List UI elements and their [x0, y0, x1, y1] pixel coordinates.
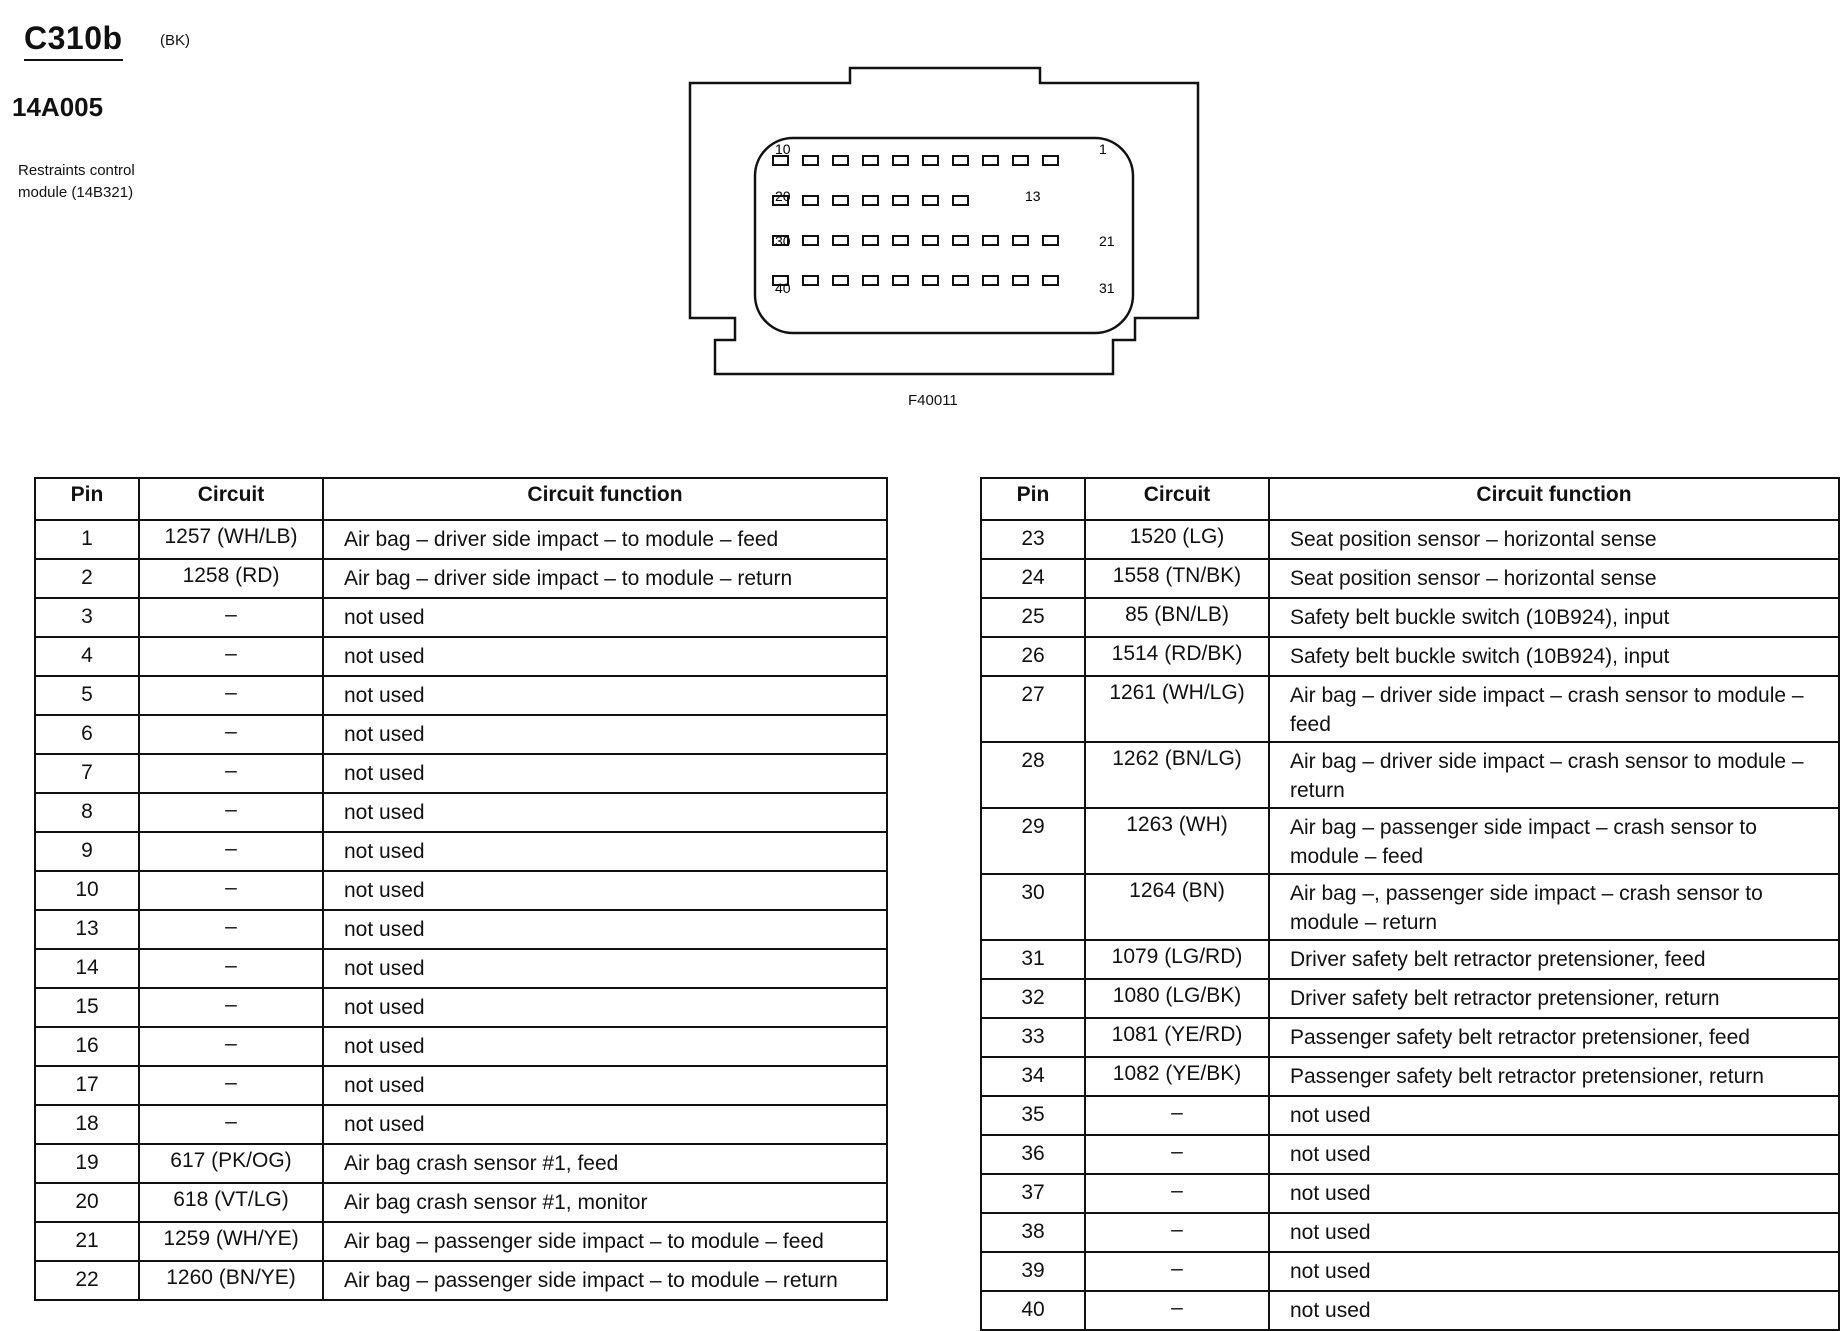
pin-cavity — [1043, 276, 1058, 285]
pin-cavity — [1043, 236, 1058, 245]
pin-cavity — [923, 276, 938, 285]
pin-cavity — [953, 156, 968, 165]
pin-cell: 3 — [35, 598, 139, 637]
function-cell: not used — [1269, 1291, 1839, 1330]
table-row — [981, 637, 1839, 676]
circuit-cell: 85 (BN/LB) — [1085, 598, 1269, 637]
table-row — [981, 1213, 1839, 1252]
table-row — [981, 1291, 1839, 1330]
pin-cell: 4 — [35, 637, 139, 676]
pin-cavity — [1043, 156, 1058, 165]
function-cell: not used — [323, 1105, 887, 1144]
table-row — [35, 676, 887, 715]
table-row — [35, 1144, 887, 1183]
pin-cell: 2 — [35, 559, 139, 598]
pin-cell: 25 — [981, 598, 1085, 637]
function-cell: not used — [323, 910, 887, 949]
circuit-cell: 1264 (BN) — [1085, 874, 1269, 940]
table-row — [35, 1183, 887, 1222]
circuit-cell: 1258 (RD) — [139, 559, 323, 598]
table-row — [35, 715, 887, 754]
pin-cavity — [983, 156, 998, 165]
circuit-cell: 617 (PK/OG) — [139, 1144, 323, 1183]
function-cell: not used — [1269, 1135, 1839, 1174]
pin-cavity — [833, 196, 848, 205]
pin-cell: 21 — [35, 1222, 139, 1261]
table-row — [981, 559, 1839, 598]
function-cell: not used — [323, 676, 887, 715]
pin-cell: 5 — [35, 676, 139, 715]
circuit-cell: 1520 (LG) — [1085, 520, 1269, 559]
pin-cavity — [923, 196, 938, 205]
pin-cavity — [833, 276, 848, 285]
circuit-cell: – — [139, 910, 323, 949]
table-row — [35, 1066, 887, 1105]
function-cell: Driver safety belt retractor pretensioner, feed — [1269, 940, 1839, 979]
header-circuit: Circuit — [139, 478, 323, 520]
circuit-cell: – — [139, 598, 323, 637]
pin-cavity — [893, 196, 908, 205]
table-row — [981, 808, 1839, 874]
function-cell: Air bag –, passenger side impact – crash sensor to module – return — [1269, 874, 1839, 940]
pin-cavity — [923, 156, 938, 165]
pin-cavity — [1013, 156, 1028, 165]
table-row — [35, 832, 887, 871]
circuit-cell: 618 (VT/LG) — [139, 1183, 323, 1222]
circuit-cell: – — [139, 1027, 323, 1066]
pin-cavity — [863, 236, 878, 245]
table-row — [35, 910, 887, 949]
pin-cavity — [803, 276, 818, 285]
function-cell: Safety belt buckle switch (10B924), input — [1269, 598, 1839, 637]
pin-cavity — [1013, 276, 1028, 285]
circuit-cell: 1261 (WH/LG) — [1085, 676, 1269, 742]
pin-label-13: 13 — [1025, 188, 1041, 204]
pin-table-left — [34, 477, 888, 1301]
function-cell: Air bag – passenger side impact – crash sensor to module – feed — [1269, 808, 1839, 874]
table-row — [35, 598, 887, 637]
function-cell: Seat position sensor – horizontal sense — [1269, 520, 1839, 559]
pin-cavity — [863, 196, 878, 205]
circuit-cell: – — [139, 871, 323, 910]
module-description: Restraints control module (14B321) — [18, 162, 135, 201]
circuit-cell: 1082 (YE/BK) — [1085, 1057, 1269, 1096]
connector-id: C310b — [24, 20, 123, 61]
function-cell: not used — [1269, 1096, 1839, 1135]
table-row — [981, 1252, 1839, 1291]
circuit-cell: – — [139, 793, 323, 832]
header-circuit: Circuit — [1085, 478, 1269, 520]
function-cell: Air bag crash sensor #1, monitor — [323, 1183, 887, 1222]
pin-cell: 13 — [35, 910, 139, 949]
pin-cell: 33 — [981, 1018, 1085, 1057]
table-row — [35, 1261, 887, 1300]
pin-cavity — [1013, 236, 1028, 245]
function-cell: not used — [323, 949, 887, 988]
pin-cavity — [893, 276, 908, 285]
circuit-cell: 1081 (YE/RD) — [1085, 1018, 1269, 1057]
header-function: Circuit function — [1269, 478, 1839, 520]
function-cell: not used — [323, 598, 887, 637]
pin-cell: 23 — [981, 520, 1085, 559]
function-cell: Seat position sensor – horizontal sense — [1269, 559, 1839, 598]
pin-cell: 10 — [35, 871, 139, 910]
table-row — [35, 754, 887, 793]
circuit-cell: 1262 (BN/LG) — [1085, 742, 1269, 808]
pin-cell: 7 — [35, 754, 139, 793]
function-cell: not used — [323, 871, 887, 910]
circuit-cell: 1558 (TN/BK) — [1085, 559, 1269, 598]
pin-label-30: 30 — [775, 233, 791, 249]
pin-label-20: 20 — [775, 188, 791, 204]
circuit-cell: – — [139, 715, 323, 754]
pin-cavity — [803, 196, 818, 205]
table-row — [981, 598, 1839, 637]
function-cell: Passenger safety belt retractor pretensioner, return — [1269, 1057, 1839, 1096]
pin-table-right — [980, 477, 1840, 1331]
circuit-cell: – — [1085, 1135, 1269, 1174]
function-cell: not used — [323, 793, 887, 832]
circuit-cell: – — [139, 832, 323, 871]
circuit-cell: – — [139, 637, 323, 676]
pin-cell: 38 — [981, 1213, 1085, 1252]
circuit-cell: 1263 (WH) — [1085, 808, 1269, 874]
table-row — [981, 874, 1839, 940]
pin-cavity — [953, 236, 968, 245]
table-row — [35, 793, 887, 832]
pin-cell: 16 — [35, 1027, 139, 1066]
pin-cell: 20 — [35, 1183, 139, 1222]
pin-cavity — [983, 236, 998, 245]
circuit-cell: 1080 (LG/BK) — [1085, 979, 1269, 1018]
function-cell: Air bag – driver side impact – crash sensor to module – feed — [1269, 676, 1839, 742]
table-row — [35, 520, 887, 559]
function-cell: not used — [323, 1027, 887, 1066]
pin-cell: 19 — [35, 1144, 139, 1183]
connector-color: (BK) — [160, 32, 190, 49]
pin-cell: 8 — [35, 793, 139, 832]
pin-cavity — [983, 276, 998, 285]
pin-cell: 9 — [35, 832, 139, 871]
pin-cell: 34 — [981, 1057, 1085, 1096]
pin-cell: 1 — [35, 520, 139, 559]
pin-cell: 30 — [981, 874, 1085, 940]
pin-cavity — [923, 236, 938, 245]
pin-cell: 17 — [35, 1066, 139, 1105]
pin-label-1: 1 — [1099, 141, 1107, 157]
table-row — [981, 1018, 1839, 1057]
pin-label-21: 21 — [1099, 233, 1115, 249]
circuit-cell: 1079 (LG/RD) — [1085, 940, 1269, 979]
circuit-cell: 1260 (BN/YE) — [139, 1261, 323, 1300]
pin-cell: 37 — [981, 1174, 1085, 1213]
table-row — [981, 676, 1839, 742]
connector-housing — [690, 68, 1198, 374]
connector-diagram — [680, 60, 1200, 390]
header-pin: Pin — [35, 478, 139, 520]
pin-cell: 35 — [981, 1096, 1085, 1135]
function-cell: Driver safety belt retractor pretensioner, return — [1269, 979, 1839, 1018]
table-header — [981, 478, 1839, 520]
table-row — [35, 559, 887, 598]
table-row — [35, 637, 887, 676]
function-cell: Air bag – driver side impact – to module – return — [323, 559, 887, 598]
pin-cavity — [833, 156, 848, 165]
function-cell: not used — [1269, 1174, 1839, 1213]
table-row — [981, 940, 1839, 979]
function-cell: not used — [323, 754, 887, 793]
pin-cell: 15 — [35, 988, 139, 1027]
circuit-cell: 1257 (WH/LB) — [139, 520, 323, 559]
function-cell: Air bag – passenger side impact – to module – feed — [323, 1222, 887, 1261]
circuit-cell: – — [139, 1105, 323, 1144]
function-cell: not used — [323, 715, 887, 754]
function-cell: not used — [323, 1066, 887, 1105]
table-row — [981, 520, 1839, 559]
table-row — [981, 1174, 1839, 1213]
table-row — [35, 1027, 887, 1066]
function-cell: Safety belt buckle switch (10B924), input — [1269, 637, 1839, 676]
table-row — [35, 988, 887, 1027]
pin-cell: 28 — [981, 742, 1085, 808]
table-row — [35, 871, 887, 910]
pin-cell: 36 — [981, 1135, 1085, 1174]
function-cell: Air bag – driver side impact – crash sensor to module – return — [1269, 742, 1839, 808]
table-header — [35, 478, 887, 520]
function-cell: Air bag crash sensor #1, feed — [323, 1144, 887, 1183]
function-cell: Air bag – driver side impact – to module – feed — [323, 520, 887, 559]
pin-cell: 18 — [35, 1105, 139, 1144]
pin-cell: 26 — [981, 637, 1085, 676]
function-cell: Passenger safety belt retractor pretensioner, feed — [1269, 1018, 1839, 1057]
function-cell: not used — [323, 832, 887, 871]
table-row — [35, 1105, 887, 1144]
table-row — [35, 949, 887, 988]
pin-cavity — [773, 156, 788, 165]
pin-cavity — [833, 236, 848, 245]
circuit-cell: – — [139, 988, 323, 1027]
part-number: 14A005 — [12, 92, 104, 122]
pin-cell: 27 — [981, 676, 1085, 742]
pin-cavity — [863, 156, 878, 165]
circuit-cell: – — [1085, 1291, 1269, 1330]
figure-id: F40011 — [908, 392, 958, 409]
table-row — [981, 1096, 1839, 1135]
pin-cavity — [803, 156, 818, 165]
pin-cavity — [893, 156, 908, 165]
table-row — [981, 1057, 1839, 1096]
function-cell: not used — [323, 988, 887, 1027]
circuit-cell: – — [139, 754, 323, 793]
circuit-cell: – — [1085, 1213, 1269, 1252]
table-row — [981, 1135, 1839, 1174]
circuit-cell: – — [1085, 1252, 1269, 1291]
pin-cavity — [893, 236, 908, 245]
pin-cell: 22 — [35, 1261, 139, 1300]
circuit-cell: – — [139, 949, 323, 988]
table-row — [981, 742, 1839, 808]
pin-label-31: 31 — [1099, 280, 1115, 296]
function-cell: Air bag – passenger side impact – to module – return — [323, 1261, 887, 1300]
header-pin: Pin — [981, 478, 1085, 520]
circuit-cell: – — [1085, 1096, 1269, 1135]
pin-cell: 14 — [35, 949, 139, 988]
pin-cell: 32 — [981, 979, 1085, 1018]
pin-cavity — [953, 276, 968, 285]
table-row — [981, 979, 1839, 1018]
pin-cell: 39 — [981, 1252, 1085, 1291]
circuit-cell: – — [139, 676, 323, 715]
pin-cavities — [773, 156, 1058, 285]
pin-cell: 29 — [981, 808, 1085, 874]
circuit-cell: 1259 (WH/YE) — [139, 1222, 323, 1261]
circuit-cell: 1514 (RD/BK) — [1085, 637, 1269, 676]
circuit-cell: – — [139, 1066, 323, 1105]
pin-cell: 40 — [981, 1291, 1085, 1330]
pin-label-40: 40 — [775, 280, 791, 296]
pin-cell: 31 — [981, 940, 1085, 979]
pin-cavity — [803, 236, 818, 245]
circuit-cell: – — [1085, 1174, 1269, 1213]
pin-cell: 6 — [35, 715, 139, 754]
pin-cavity — [863, 276, 878, 285]
function-cell: not used — [1269, 1252, 1839, 1291]
pin-cavity — [953, 196, 968, 205]
function-cell: not used — [323, 637, 887, 676]
function-cell: not used — [1269, 1213, 1839, 1252]
pin-label-10: 10 — [775, 141, 791, 157]
table-row — [35, 1222, 887, 1261]
header-function: Circuit function — [323, 478, 887, 520]
pin-cell: 24 — [981, 559, 1085, 598]
